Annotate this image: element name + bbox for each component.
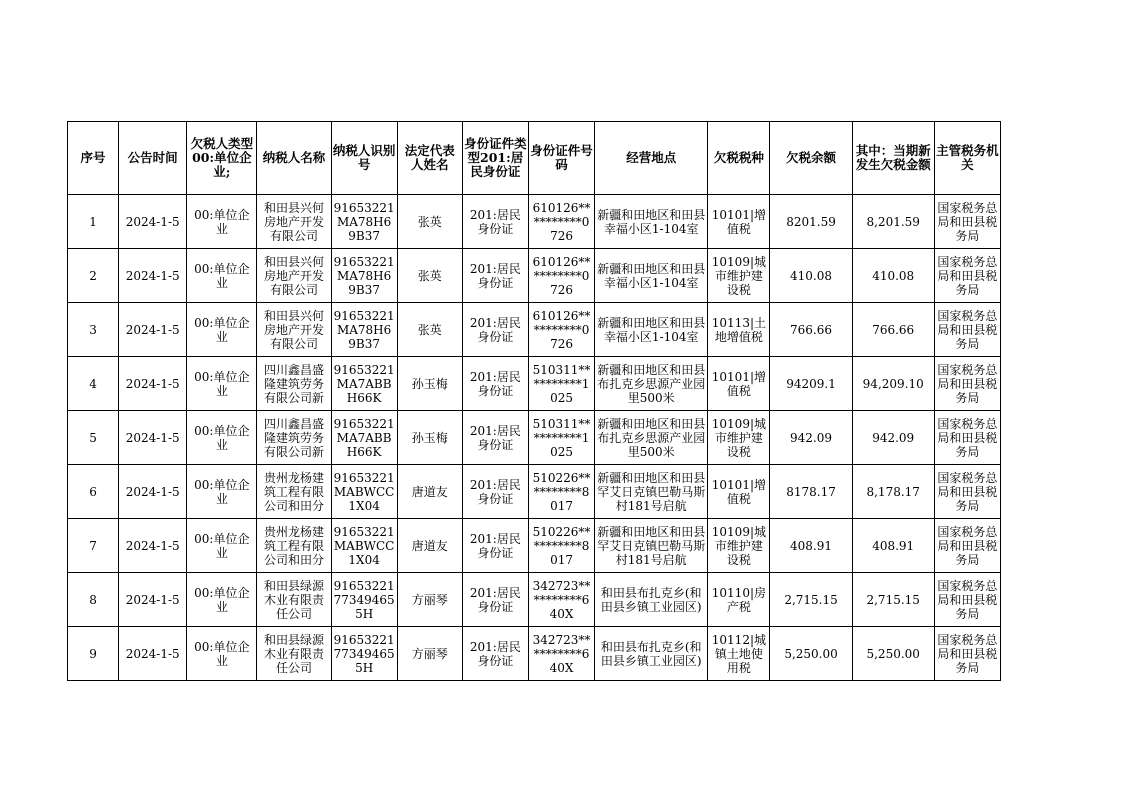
cell-balance-text: 408.91: [790, 538, 833, 553]
cell-seq: [68, 303, 119, 357]
cell-name-text: 贵州龙杨建筑工程有限公司和田分: [263, 470, 324, 513]
cell-date-text: 2024-1-5: [125, 538, 180, 553]
cell-id-type-text: 201:居民身份证: [469, 315, 521, 344]
cell-tax-id: [331, 411, 397, 465]
cell-tax-kind: [708, 465, 770, 519]
cell-location-text: 新疆和田地区和田县幸福小区1-104室: [597, 207, 706, 236]
cell-seq-text: 5: [89, 430, 97, 445]
cell-date: [119, 627, 187, 681]
cell-type: [187, 627, 257, 681]
cell-legal-rep: [397, 303, 462, 357]
cell-new-amount-text: 5,250.00: [866, 646, 920, 661]
cell-seq: [68, 249, 119, 303]
cell-name: [257, 357, 331, 411]
cell-tax-id: [331, 195, 397, 249]
cell-id-no: [528, 303, 594, 357]
cell-id-type-text: 201:居民身份证: [469, 261, 521, 290]
cell-new-amount-text: 942.09: [872, 430, 915, 445]
cell-tax-id: [331, 627, 397, 681]
cell-id-no-text: 510311**********1025: [532, 416, 591, 459]
cell-legal-rep: [397, 519, 462, 573]
cell-seq: [68, 573, 119, 627]
cell-legal-rep-text: 方丽琴: [411, 592, 448, 607]
cell-seq-text: 7: [89, 538, 97, 553]
cell-balance-text: 410.08: [790, 268, 833, 283]
cell-date-text: 2024-1-5: [125, 268, 180, 283]
cell-type: [187, 465, 257, 519]
cell-tax-kind-text: 10113|土地增值税: [711, 315, 766, 344]
table-body: [68, 195, 1001, 681]
cell-legal-rep: [397, 573, 462, 627]
header-date: 公告时间: [119, 122, 187, 195]
cell-id-type-text: 201:居民身份证: [469, 369, 521, 398]
cell-tax-kind-text: 10109|城市维护建设税: [711, 254, 766, 297]
cell-authority-text: 国家税务总局和田县税务局: [937, 254, 998, 297]
table-row: [68, 465, 1001, 519]
cell-new-amount-text: 8,201.59: [866, 214, 920, 229]
cell-authority-text: 国家税务总局和田县税务局: [937, 524, 998, 567]
cell-tax-id: [331, 249, 397, 303]
cell-tax-kind: [708, 303, 770, 357]
header-type: 欠税人类型00:单位企业;: [187, 122, 257, 195]
header-name: 纳税人名称: [257, 122, 331, 195]
cell-date: [119, 519, 187, 573]
cell-id-no-text: 510226**********8017: [532, 524, 591, 567]
cell-tax-kind-text: 10101|增值税: [711, 477, 766, 506]
cell-seq: [68, 357, 119, 411]
cell-authority: [934, 357, 1000, 411]
cell-id-type: [462, 357, 528, 411]
cell-tax-id-text: 91653221MABWCC1X04: [333, 524, 395, 567]
tax-arrears-table: [67, 121, 1001, 681]
cell-id-no: [528, 411, 594, 465]
cell-type-text: 00:单位企业: [194, 531, 250, 560]
cell-tax-id: [331, 357, 397, 411]
cell-tax-kind-text: 10101|增值税: [711, 369, 766, 398]
cell-date-text: 2024-1-5: [125, 376, 180, 391]
cell-balance-text: 94209.1: [786, 376, 836, 391]
cell-tax-kind: [708, 519, 770, 573]
cell-legal-rep: [397, 627, 462, 681]
cell-id-type: [462, 573, 528, 627]
cell-type-text: 00:单位企业: [194, 423, 250, 452]
cell-type: [187, 357, 257, 411]
cell-legal-rep-text: 张英: [417, 268, 442, 283]
cell-location: [595, 627, 708, 681]
cell-type-text: 00:单位企业: [194, 261, 250, 290]
cell-balance: [770, 357, 852, 411]
cell-tax-id: [331, 519, 397, 573]
cell-location: [595, 195, 708, 249]
cell-balance: [770, 249, 852, 303]
cell-tax-id: [331, 465, 397, 519]
cell-date: [119, 357, 187, 411]
cell-type: [187, 573, 257, 627]
cell-id-type: [462, 411, 528, 465]
cell-balance: [770, 303, 852, 357]
cell-legal-rep-text: 张英: [417, 214, 442, 229]
cell-new-amount-text: 410.08: [872, 268, 915, 283]
cell-id-no: [528, 195, 594, 249]
cell-new-amount-text: 766.66: [872, 322, 915, 337]
cell-tax-kind-text: 10110|房产税: [711, 585, 766, 614]
cell-balance-text: 766.66: [790, 322, 833, 337]
cell-legal-rep-text: 方丽琴: [411, 646, 448, 661]
cell-authority-text: 国家税务总局和田县税务局: [937, 362, 998, 405]
cell-type-text: 00:单位企业: [194, 315, 250, 344]
cell-tax-kind: [708, 627, 770, 681]
cell-id-type: [462, 195, 528, 249]
header-row: [68, 122, 1001, 195]
cell-name: [257, 411, 331, 465]
cell-type: [187, 519, 257, 573]
cell-location-text: 和田县布扎克乡(和田县乡镇工业园区): [600, 639, 702, 668]
cell-balance: [770, 195, 852, 249]
cell-date-text: 2024-1-5: [125, 646, 180, 661]
cell-tax-kind: [708, 357, 770, 411]
cell-name-text: 贵州龙杨建筑工程有限公司和田分: [263, 524, 324, 567]
cell-seq-text: 4: [89, 376, 97, 391]
cell-new-amount-text: 2,715.15: [866, 592, 920, 607]
cell-date-text: 2024-1-5: [125, 322, 180, 337]
cell-location: [595, 303, 708, 357]
cell-new-amount: [852, 573, 934, 627]
cell-name-text: 和田县绿源木业有限责任公司: [263, 578, 324, 621]
table-row: [68, 627, 1001, 681]
table-row: [68, 303, 1001, 357]
header-new-amount: 其中：当期新发生欠税金额: [852, 122, 934, 195]
cell-name-text: 和田县兴何房地产开发有限公司: [263, 254, 324, 297]
cell-date: [119, 303, 187, 357]
cell-new-amount: [852, 303, 934, 357]
cell-date: [119, 465, 187, 519]
cell-location: [595, 573, 708, 627]
cell-new-amount: [852, 465, 934, 519]
cell-id-no: [528, 573, 594, 627]
cell-tax-id-text: 91653221MA7ABBH66K: [333, 362, 395, 405]
cell-date: [119, 195, 187, 249]
cell-authority: [934, 465, 1000, 519]
cell-new-amount-text: 408.91: [872, 538, 915, 553]
cell-seq: [68, 465, 119, 519]
cell-location-text: 和田县布扎克乡(和田县乡镇工业园区): [600, 585, 702, 614]
cell-authority-text: 国家税务总局和田县税务局: [937, 308, 998, 351]
cell-tax-kind-text: 10109|城市维护建设税: [711, 524, 766, 567]
cell-type: [187, 249, 257, 303]
cell-authority: [934, 303, 1000, 357]
cell-balance: [770, 573, 852, 627]
cell-new-amount: [852, 627, 934, 681]
cell-tax-kind: [708, 573, 770, 627]
cell-id-no-text: 510226**********8017: [532, 470, 591, 513]
cell-date: [119, 411, 187, 465]
cell-date-text: 2024-1-5: [125, 214, 180, 229]
cell-id-no-text: 510311**********1025: [532, 362, 591, 405]
cell-authority-text: 国家税务总局和田县税务局: [937, 632, 998, 675]
cell-balance-text: 2,715.15: [784, 592, 838, 607]
cell-name-text: 和田县兴何房地产开发有限公司: [263, 200, 324, 243]
cell-location-text: 新疆和田地区和田县罕艾日克镇巴勒马斯村181号启航: [597, 470, 706, 513]
cell-seq: [68, 519, 119, 573]
cell-legal-rep-text: 孙玉梅: [411, 430, 448, 445]
cell-seq-text: 3: [89, 322, 97, 337]
cell-new-amount: [852, 357, 934, 411]
cell-tax-id-text: 91653221773494655H: [333, 578, 395, 621]
cell-tax-kind-text: 10101|增值税: [711, 207, 766, 236]
header-id-type: 身份证件类型201:居民身份证: [462, 122, 528, 195]
table-row: [68, 357, 1001, 411]
cell-id-no-text: 610126**********0726: [532, 200, 591, 243]
cell-date-text: 2024-1-5: [125, 484, 180, 499]
cell-id-type-text: 201:居民身份证: [469, 477, 521, 506]
cell-id-type: [462, 519, 528, 573]
cell-name-text: 四川鑫昌盛隆建筑劳务有限公司新: [263, 416, 324, 459]
cell-type-text: 00:单位企业: [194, 369, 250, 398]
cell-id-no-text: 610126**********0726: [532, 308, 591, 351]
cell-authority-text: 国家税务总局和田县税务局: [937, 416, 998, 459]
cell-type: [187, 303, 257, 357]
cell-balance: [770, 411, 852, 465]
header-balance: 欠税余额: [770, 122, 852, 195]
cell-balance-text: 8178.17: [786, 484, 836, 499]
cell-balance: [770, 627, 852, 681]
cell-new-amount: [852, 411, 934, 465]
cell-date: [119, 573, 187, 627]
header-tax-kind: 欠税税种: [708, 122, 770, 195]
cell-tax-id-text: 91653221MA78H69B37: [333, 308, 395, 351]
cell-id-type-text: 201:居民身份证: [469, 207, 521, 236]
cell-seq-text: 2: [89, 268, 97, 283]
cell-authority-text: 国家税务总局和田县税务局: [937, 470, 998, 513]
cell-location: [595, 357, 708, 411]
cell-name-text: 和田县兴何房地产开发有限公司: [263, 308, 324, 351]
cell-authority-text: 国家税务总局和田县税务局: [937, 578, 998, 621]
cell-authority: [934, 519, 1000, 573]
cell-name: [257, 573, 331, 627]
cell-tax-id: [331, 303, 397, 357]
cell-id-type-text: 201:居民身份证: [469, 531, 521, 560]
cell-id-type: [462, 627, 528, 681]
cell-type-text: 00:单位企业: [194, 207, 250, 236]
header-tax-id: 纳税人识别号: [331, 122, 397, 195]
cell-new-amount-text: 94,209.10: [862, 376, 924, 391]
cell-authority-text: 国家税务总局和田县税务局: [937, 200, 998, 243]
cell-location-text: 新疆和田地区和田县布扎克乡思源产业园里500米: [597, 416, 706, 459]
cell-date-text: 2024-1-5: [125, 592, 180, 607]
header-authority: 主管税务机关: [934, 122, 1000, 195]
cell-balance-text: 5,250.00: [784, 646, 838, 661]
cell-new-amount: [852, 519, 934, 573]
cell-tax-id-text: 91653221MA78H69B37: [333, 254, 395, 297]
cell-tax-kind: [708, 249, 770, 303]
cell-new-amount: [852, 195, 934, 249]
cell-authority: [934, 627, 1000, 681]
cell-balance: [770, 465, 852, 519]
cell-name: [257, 519, 331, 573]
cell-seq-text: 6: [89, 484, 97, 499]
cell-location: [595, 465, 708, 519]
cell-tax-id: [331, 573, 397, 627]
cell-location: [595, 411, 708, 465]
cell-type: [187, 411, 257, 465]
cell-tax-kind-text: 10109|城市维护建设税: [711, 416, 766, 459]
cell-name: [257, 627, 331, 681]
cell-new-amount: [852, 249, 934, 303]
cell-id-type: [462, 303, 528, 357]
table-row: [68, 573, 1001, 627]
table-row: [68, 195, 1001, 249]
cell-location: [595, 249, 708, 303]
cell-location: [595, 519, 708, 573]
header-id-no: 身份证件号码: [528, 122, 594, 195]
cell-legal-rep: [397, 411, 462, 465]
cell-id-no-text: 342723**********640X: [532, 578, 591, 621]
cell-date-text: 2024-1-5: [125, 430, 180, 445]
table-row: [68, 519, 1001, 573]
cell-type-text: 00:单位企业: [194, 639, 250, 668]
cell-seq: [68, 195, 119, 249]
cell-legal-rep: [397, 465, 462, 519]
cell-name: [257, 249, 331, 303]
cell-balance-text: 8201.59: [786, 214, 836, 229]
cell-id-no: [528, 249, 594, 303]
cell-type-text: 00:单位企业: [194, 477, 250, 506]
cell-seq: [68, 411, 119, 465]
cell-legal-rep-text: 孙玉梅: [411, 376, 448, 391]
cell-id-no-text: 610126**********0726: [532, 254, 591, 297]
cell-legal-rep-text: 唐道友: [411, 484, 448, 499]
cell-id-no: [528, 519, 594, 573]
cell-id-no: [528, 627, 594, 681]
cell-seq: [68, 627, 119, 681]
cell-legal-rep: [397, 195, 462, 249]
cell-seq-text: 9: [89, 646, 97, 661]
cell-name: [257, 303, 331, 357]
cell-id-no-text: 342723**********640X: [532, 632, 591, 675]
cell-name: [257, 465, 331, 519]
cell-location-text: 新疆和田地区和田县布扎克乡思源产业园里500米: [597, 362, 706, 405]
cell-id-type-text: 201:居民身份证: [469, 585, 521, 614]
table-row: [68, 249, 1001, 303]
header-seq: 序号: [68, 122, 119, 195]
cell-type: [187, 195, 257, 249]
cell-name-text: 四川鑫昌盛隆建筑劳务有限公司新: [263, 362, 324, 405]
cell-location-text: 新疆和田地区和田县罕艾日克镇巴勒马斯村181号启航: [597, 524, 706, 567]
cell-authority: [934, 411, 1000, 465]
cell-id-type: [462, 249, 528, 303]
cell-location-text: 新疆和田地区和田县幸福小区1-104室: [597, 261, 706, 290]
cell-balance: [770, 519, 852, 573]
cell-tax-id-text: 91653221MABWCC1X04: [333, 470, 395, 513]
cell-legal-rep: [397, 357, 462, 411]
cell-authority: [934, 573, 1000, 627]
cell-new-amount-text: 8,178.17: [866, 484, 920, 499]
cell-tax-kind: [708, 195, 770, 249]
cell-id-type: [462, 465, 528, 519]
cell-tax-kind: [708, 411, 770, 465]
cell-id-no: [528, 465, 594, 519]
cell-legal-rep-text: 张英: [417, 322, 442, 337]
cell-seq-text: 8: [89, 592, 97, 607]
table-row: [68, 411, 1001, 465]
cell-date: [119, 249, 187, 303]
cell-tax-id-text: 91653221MA78H69B37: [333, 200, 395, 243]
cell-id-no: [528, 357, 594, 411]
header-legal-rep: 法定代表人姓名: [397, 122, 462, 195]
cell-authority: [934, 195, 1000, 249]
cell-balance-text: 942.09: [790, 430, 833, 445]
cell-authority: [934, 249, 1000, 303]
cell-name-text: 和田县绿源木业有限责任公司: [263, 632, 324, 675]
cell-id-type-text: 201:居民身份证: [469, 639, 521, 668]
cell-tax-kind-text: 10112|城镇土地使用税: [711, 632, 766, 675]
cell-name: [257, 195, 331, 249]
cell-legal-rep-text: 唐道友: [411, 538, 448, 553]
cell-tax-id-text: 91653221773494655H: [333, 632, 395, 675]
cell-id-type-text: 201:居民身份证: [469, 423, 521, 452]
cell-type-text: 00:单位企业: [194, 585, 250, 614]
cell-tax-id-text: 91653221MA7ABBH66K: [333, 416, 395, 459]
cell-legal-rep: [397, 249, 462, 303]
cell-location-text: 新疆和田地区和田县幸福小区1-104室: [597, 315, 706, 344]
header-location: 经营地点: [595, 122, 708, 195]
cell-seq-text: 1: [89, 214, 97, 229]
